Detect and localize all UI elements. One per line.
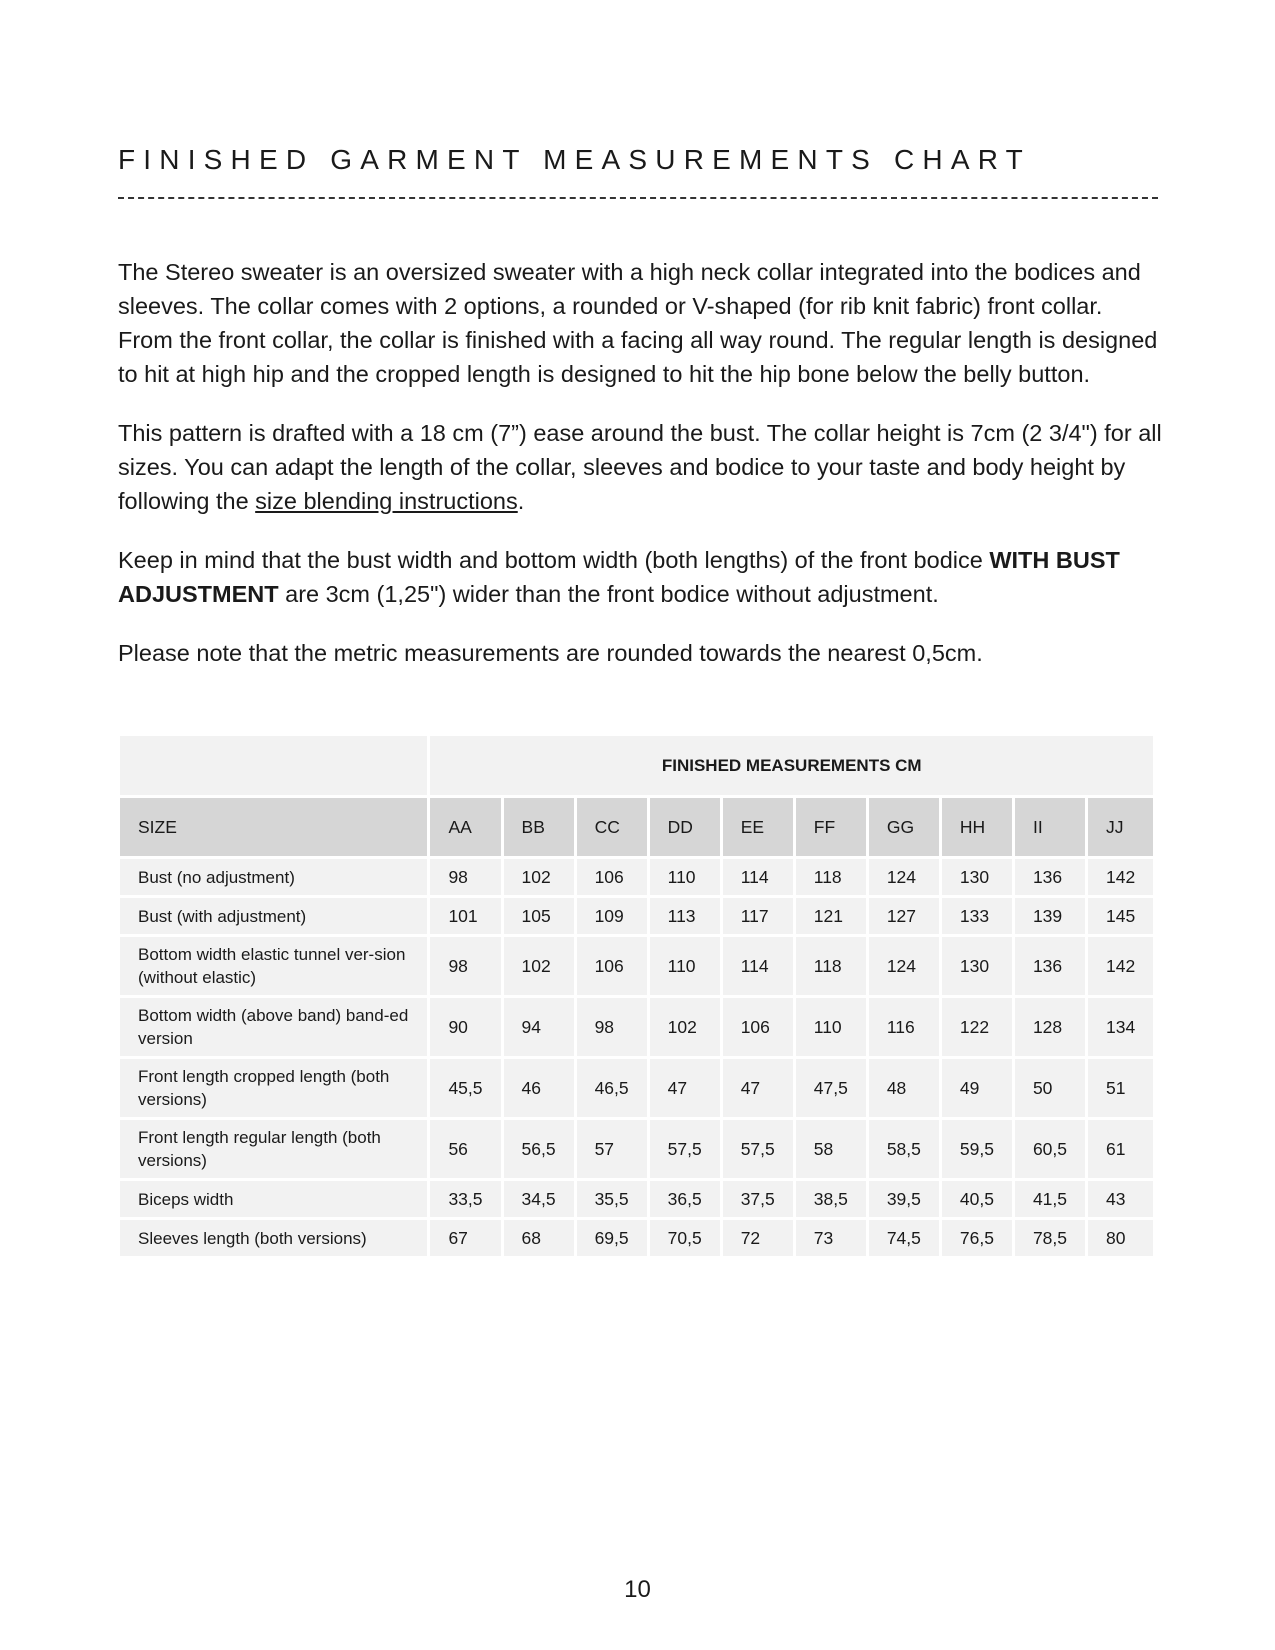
measurement-cell: 98 (430, 859, 500, 895)
measurement-cell: 133 (942, 898, 1012, 934)
measurement-cell: 56,5 (504, 1120, 574, 1178)
table-row (120, 1120, 1153, 1178)
table-row (120, 859, 1153, 895)
measurement-cell: 145 (1088, 898, 1153, 934)
table-row (120, 937, 1153, 995)
measurement-cell: 49 (942, 1059, 1012, 1117)
measurement-cell: 41,5 (1015, 1181, 1085, 1217)
measurement-cell: 118 (796, 937, 866, 995)
page-title: FINISHED GARMENT MEASUREMENTS CHART (118, 144, 1031, 175)
measurement-cell: 80 (1088, 1220, 1153, 1256)
row-label: Biceps width (120, 1181, 427, 1217)
size-header: AA (430, 798, 500, 856)
measurement-cell: 102 (504, 937, 574, 995)
measurement-cell: 74,5 (869, 1220, 939, 1256)
measurement-cell: 73 (796, 1220, 866, 1256)
measurement-cell: 58,5 (869, 1120, 939, 1178)
size-header: GG (869, 798, 939, 856)
adjustment-text-end: are 3cm (1,25") wider than the front bodice without adjustment. (278, 581, 939, 607)
table-row (120, 998, 1153, 1056)
measurement-cell: 124 (869, 859, 939, 895)
measurement-cell: 102 (504, 859, 574, 895)
measurement-cell: 34,5 (504, 1181, 574, 1217)
measurement-cell: 105 (504, 898, 574, 934)
row-label: Bust (with adjustment) (120, 898, 427, 934)
measurement-cell: 128 (1015, 998, 1085, 1056)
measurement-cell: 130 (942, 859, 1012, 895)
size-header: EE (723, 798, 793, 856)
table-group-header: FINISHED MEASUREMENTS CM (430, 736, 1153, 795)
measurement-cell: 101 (430, 898, 500, 934)
measurement-cell: 113 (650, 898, 720, 934)
size-header: II (1015, 798, 1085, 856)
size-header: FF (796, 798, 866, 856)
measurement-cell: 134 (1088, 998, 1153, 1056)
row-label: Bust (no adjustment) (120, 859, 427, 895)
measurement-cell: 122 (942, 998, 1012, 1056)
measurement-cell: 37,5 (723, 1181, 793, 1217)
row-label: Sleeves length (both versions) (120, 1220, 427, 1256)
measurement-cell: 40,5 (942, 1181, 1012, 1217)
measurement-cell: 57,5 (650, 1120, 720, 1178)
measurement-cell: 106 (577, 859, 647, 895)
size-blending-link[interactable]: size blending instructions (255, 488, 518, 514)
measurement-cell: 110 (796, 998, 866, 1056)
measurement-cell: 106 (723, 998, 793, 1056)
measurement-cell: 117 (723, 898, 793, 934)
measurement-cell: 47,5 (796, 1059, 866, 1117)
measurement-cell: 68 (504, 1220, 574, 1256)
measurement-cell: 38,5 (796, 1181, 866, 1217)
measurement-cell: 142 (1088, 859, 1153, 895)
measurement-cell: 39,5 (869, 1181, 939, 1217)
measurement-cell: 139 (1015, 898, 1085, 934)
measurement-cell: 36,5 (650, 1181, 720, 1217)
measurement-cell: 72 (723, 1220, 793, 1256)
measurement-cell: 106 (577, 937, 647, 995)
measurement-cell: 124 (869, 937, 939, 995)
size-header: DD (650, 798, 720, 856)
measurement-cell: 57 (577, 1120, 647, 1178)
intro-text (118, 255, 1163, 695)
measurement-cell: 114 (723, 937, 793, 995)
measurement-cell: 35,5 (577, 1181, 647, 1217)
measurement-cell: 98 (430, 937, 500, 995)
size-header: BB (504, 798, 574, 856)
table-size-row (120, 798, 1153, 856)
row-label: Front length regular length (both versions) (120, 1120, 427, 1178)
measurement-cell: 114 (723, 859, 793, 895)
measurement-cell: 47 (723, 1059, 793, 1117)
measurements-table-container (120, 733, 1159, 1259)
measurements-table (117, 733, 1156, 1259)
table-row (120, 898, 1153, 934)
table-corner-cell (120, 736, 427, 795)
measurement-cell: 51 (1088, 1059, 1153, 1117)
measurement-cell: 46,5 (577, 1059, 647, 1117)
measurement-cell: 46 (504, 1059, 574, 1117)
measurement-cell: 127 (869, 898, 939, 934)
measurement-cell: 90 (430, 998, 500, 1056)
measurement-cell: 69,5 (577, 1220, 647, 1256)
paragraph-rounding-note: Please note that the metric measurements are rounded towards the nearest 0,5cm. (118, 640, 983, 666)
measurement-cell: 116 (869, 998, 939, 1056)
measurement-cell: 60,5 (1015, 1120, 1085, 1178)
measurement-cell: 47 (650, 1059, 720, 1117)
table-group-header-row (120, 736, 1153, 795)
measurement-cell: 102 (650, 998, 720, 1056)
paragraph-bust-adjustment (118, 543, 1163, 611)
row-label: Bottom width (above band) band-ed version (120, 998, 427, 1056)
measurement-cell: 136 (1015, 937, 1085, 995)
measurement-cell: 109 (577, 898, 647, 934)
measurement-cell: 142 (1088, 937, 1153, 995)
measurement-cell: 57,5 (723, 1120, 793, 1178)
measurement-cell: 48 (869, 1059, 939, 1117)
measurement-cell: 130 (942, 937, 1012, 995)
measurement-cell: 76,5 (942, 1220, 1012, 1256)
measurement-cell: 43 (1088, 1181, 1153, 1217)
measurement-cell: 98 (577, 998, 647, 1056)
measurement-cell: 78,5 (1015, 1220, 1085, 1256)
page-number: 10 (624, 1576, 651, 1603)
row-label: Bottom width elastic tunnel ver-sion (without elastic) (120, 937, 427, 995)
adjustment-text: Keep in mind that the bust width and bottom width (both lengths) of the front bodice (118, 547, 990, 573)
size-header: CC (577, 798, 647, 856)
table-row (120, 1220, 1153, 1256)
size-label: SIZE (120, 798, 427, 856)
measurement-cell: 118 (796, 859, 866, 895)
paragraph-description: The Stereo sweater is an oversized sweater with a high neck collar integrated into the bodices and sleeves. The collar comes with 2 options, a rounded or V-shaped (for rib knit fabric) front collar. From the front collar, the collar is finished with a facing all way round. The regular length is designed to hit at high hip and the cropped length is designed to hit the hip bone below the belly button. (118, 259, 1158, 387)
ease-text: This pattern is drafted with a 18 cm (7”) ease around the bust. The collar height is 7cm (2 3/4") for all sizes. You can adapt the length of the collar, sleeves and bodice to your taste and body height by following the (118, 420, 1162, 514)
ease-text-end: . (517, 488, 525, 514)
measurement-cell: 94 (504, 998, 574, 1056)
adjustment-emphasis: WITH BUST ADJUSTMENT (118, 547, 1120, 607)
measurement-cell: 121 (796, 898, 866, 934)
measurement-cell: 45,5 (430, 1059, 500, 1117)
measurement-cell: 67 (430, 1220, 500, 1256)
measurement-cell: 110 (650, 937, 720, 995)
measurement-cell: 56 (430, 1120, 500, 1178)
paragraph-ease (118, 416, 1163, 518)
title-divider (118, 197, 1158, 199)
size-header: JJ (1088, 798, 1153, 856)
table-row (120, 1059, 1153, 1117)
measurement-cell: 59,5 (942, 1120, 1012, 1178)
measurement-cell: 61 (1088, 1120, 1153, 1178)
measurement-cell: 50 (1015, 1059, 1085, 1117)
measurement-cell: 136 (1015, 859, 1085, 895)
measurement-cell: 110 (650, 859, 720, 895)
table-row (120, 1181, 1153, 1217)
measurement-cell: 58 (796, 1120, 866, 1178)
measurement-cell: 33,5 (430, 1181, 500, 1217)
size-header: HH (942, 798, 1012, 856)
measurement-cell: 70,5 (650, 1220, 720, 1256)
row-label: Front length cropped length (both versions) (120, 1059, 427, 1117)
